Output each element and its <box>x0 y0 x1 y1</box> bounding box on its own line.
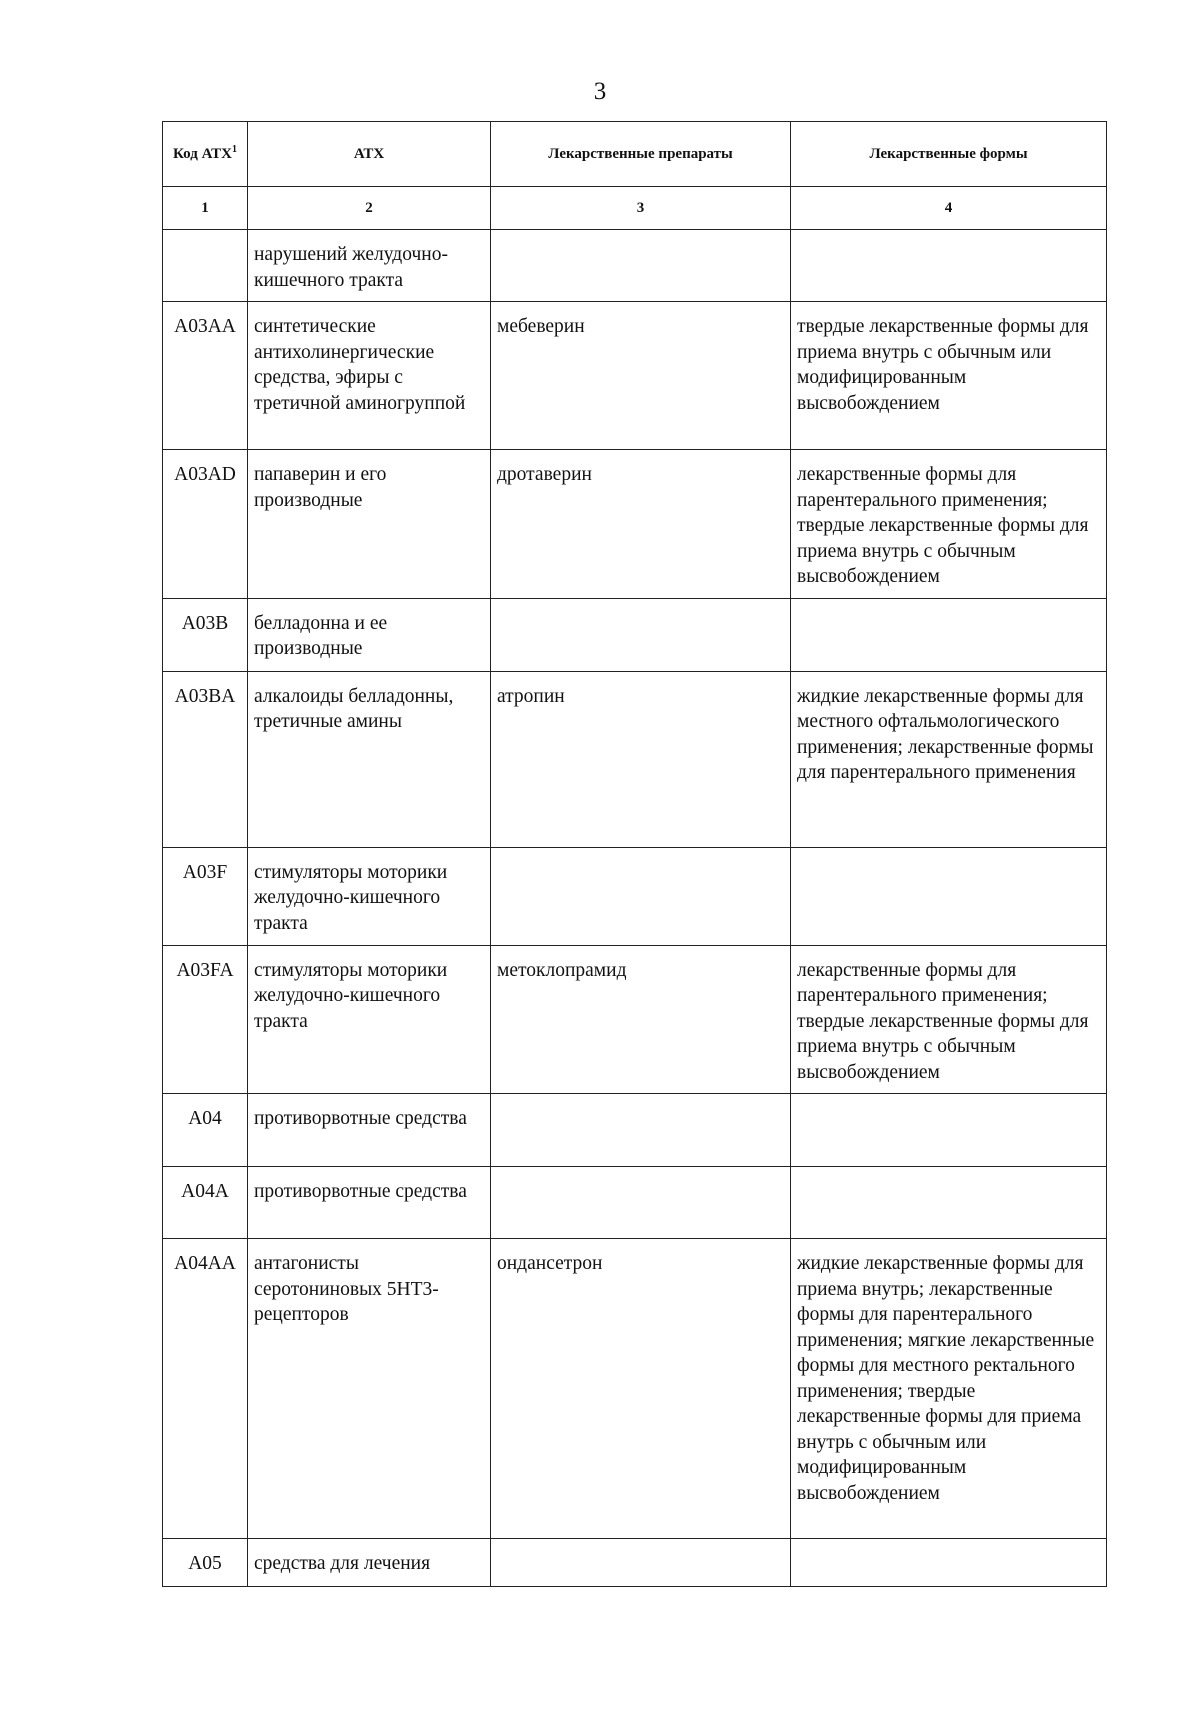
atc-code: A03AD <box>163 450 248 599</box>
atc-code: A03AA <box>163 302 248 450</box>
dosage-form: твердые лекарственные формы для приема внутрь с обычным или модифицированным высвобождением <box>791 302 1107 450</box>
table-row <box>163 1539 1107 1587</box>
drug-name: ондансетрон <box>491 1239 791 1539</box>
atc-name: стимуляторы моторики желудочно-кишечного тракта <box>248 847 491 945</box>
drug-name: метоклопрамид <box>491 945 791 1094</box>
table-row <box>163 945 1107 1094</box>
atc-name: противорвотные средства <box>248 1167 491 1239</box>
dosage-form: жидкие лекарственные формы для приема внутрь; лекарственные формы для парентерального применения; мягкие лекарственные формы для местного ректального применения; твердые лекарственные формы для приема внутрь с обычным или модифицированным высвобождением <box>791 1239 1107 1539</box>
header-atc: АТХ <box>248 122 491 187</box>
header-forms: Лекарственные формы <box>791 122 1107 187</box>
atc-code: A03F <box>163 847 248 945</box>
header-code: Код АТХ$^1$ <box>163 122 248 187</box>
atc-code: A03B <box>163 598 248 671</box>
drug-name <box>491 847 791 945</box>
column-number: 4 <box>791 187 1107 230</box>
dosage-form <box>791 1539 1107 1587</box>
page-number: 3 <box>593 78 607 105</box>
atc-code <box>163 230 248 302</box>
drug-name: атропин <box>491 671 791 847</box>
dosage-form: жидкие лекарственные формы для местного офтальмологического применения; лекарственные формы для парентерального применения <box>791 671 1107 847</box>
drug-name <box>491 1094 791 1167</box>
dosage-form <box>791 598 1107 671</box>
atc-code: A04A <box>163 1167 248 1239</box>
atc-name: папаверин и его производные <box>248 450 491 599</box>
atc-code: A03FA <box>163 945 248 1094</box>
atc-code: A05 <box>163 1539 248 1587</box>
atc-name: противорвотные средства <box>248 1094 491 1167</box>
dosage-form <box>791 1094 1107 1167</box>
dosage-form: лекарственные формы для парентерального применения; твердые лекарственные формы для приема внутрь с обычным высвобождением <box>791 450 1107 599</box>
drug-name <box>491 1539 791 1587</box>
atc-name: нарушений желудочно-кишечного тракта <box>248 230 491 302</box>
header-drugs: Лекарственные препараты <box>491 122 791 187</box>
table-row <box>163 847 1107 945</box>
atc-name: средства для лечения <box>248 1539 491 1587</box>
dosage-form: лекарственные формы для парентерального применения; твердые лекарственные формы для приема внутрь с обычным высвобождением <box>791 945 1107 1094</box>
column-number-row <box>163 187 1107 230</box>
column-number: 3 <box>491 187 791 230</box>
dosage-form <box>791 230 1107 302</box>
atc-name: стимуляторы моторики желудочно-кишечного тракта <box>248 945 491 1094</box>
table-row <box>163 302 1107 450</box>
drug-name <box>491 598 791 671</box>
column-number: 1 <box>163 187 248 230</box>
drug-name: дротаверин <box>491 450 791 599</box>
table-row <box>163 1167 1107 1239</box>
drug-name <box>491 230 791 302</box>
atc-name: белладонна и ее производные <box>248 598 491 671</box>
table-row <box>163 1239 1107 1539</box>
column-number: 2 <box>248 187 491 230</box>
atc-name: алкалоиды белладонны, третичные амины <box>248 671 491 847</box>
atc-code: A03BA <box>163 671 248 847</box>
table-row <box>163 230 1107 302</box>
table-row <box>163 598 1107 671</box>
drug-table <box>162 121 1107 1587</box>
drug-name: мебеверин <box>491 302 791 450</box>
table-row <box>163 450 1107 599</box>
drug-name <box>491 1167 791 1239</box>
table-row <box>163 1094 1107 1167</box>
atc-name: синтетические антихолинергические средства, эфиры с третичной аминогруппой <box>248 302 491 450</box>
dosage-form <box>791 847 1107 945</box>
header-row <box>163 122 1107 187</box>
atc-name: антагонисты серотониновых 5HT3-рецепторов <box>248 1239 491 1539</box>
atc-code: A04AA <box>163 1239 248 1539</box>
table-row <box>163 671 1107 847</box>
dosage-form <box>791 1167 1107 1239</box>
atc-code: A04 <box>163 1094 248 1167</box>
